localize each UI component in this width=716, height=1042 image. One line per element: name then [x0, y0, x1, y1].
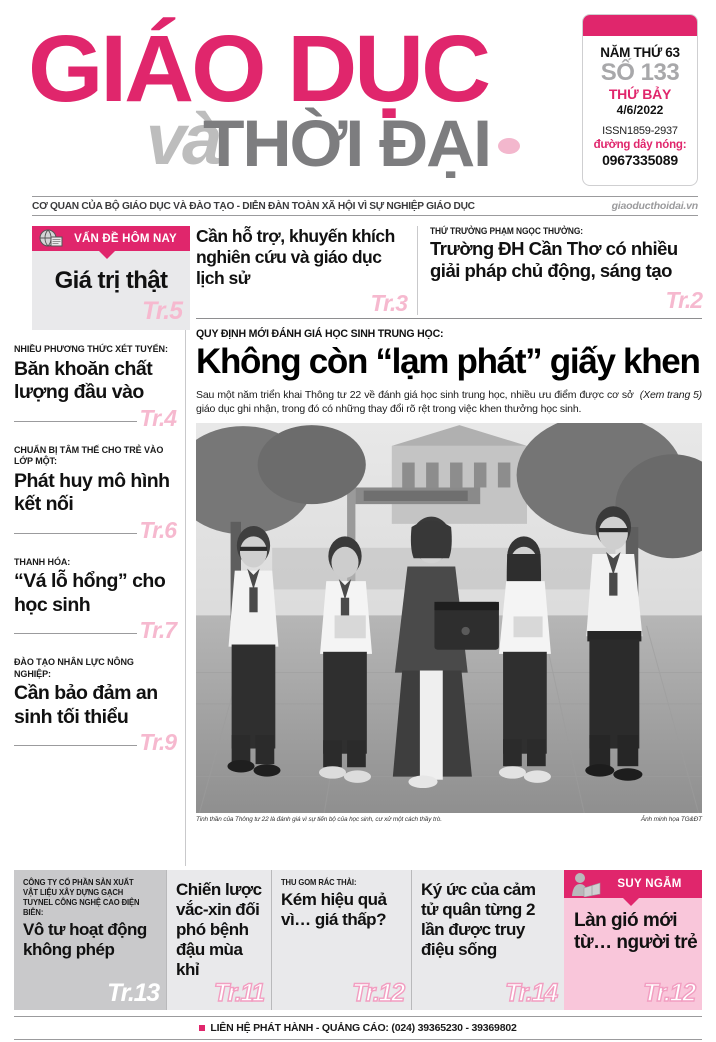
top-headline-kicker-1: THỨ TRƯỞNG PHẠM NGỌC THƯỞNG:	[430, 226, 583, 236]
lead-kicker: QUY ĐỊNH MỚI ĐÁNH GIÁ HỌC SINH TRUNG HỌC:	[196, 328, 444, 340]
globe-icon	[35, 228, 65, 250]
newspaper-logo	[28, 16, 548, 187]
sidebar-page-3: Tr.9	[139, 729, 176, 755]
photo-caption: Tinh thần của Thông tư 22 là đánh giá vì sự tiến bộ của học sinh, cư xử một cách thầy trò.	[196, 816, 442, 823]
bottom-title-2[interactable]: Kém hiệu quả vì… giá thấp?	[281, 890, 387, 929]
lead-photo-graphic	[196, 423, 702, 813]
sidebar-foot-3	[14, 730, 176, 755]
issue-date: 4/6/2022	[616, 103, 664, 117]
sidebar-divider-1	[14, 533, 137, 534]
bottom-item-2[interactable]	[271, 870, 411, 1010]
sidebar-page-2: Tr.7	[139, 617, 176, 643]
bottom-item-3[interactable]	[411, 870, 564, 1010]
bottom-title-0[interactable]: Vô tư hoạt động không phép	[23, 920, 147, 959]
bottom-strip	[14, 870, 702, 1010]
lead-deck	[196, 388, 702, 416]
bottom-item-1[interactable]	[166, 870, 271, 1010]
masthead	[0, 0, 716, 212]
top-headline-0[interactable]	[196, 226, 417, 315]
bottom-item-0[interactable]	[14, 870, 166, 1010]
sidebar-page-1: Tr.6	[139, 516, 176, 543]
footer-bar	[14, 1016, 702, 1040]
logo-sub-text: THỜI ĐẠI	[203, 106, 490, 180]
tagline-text: CƠ QUAN CỦA BỘ GIÁO DỤC VÀ ĐÀO TẠO - DIỄN ĐÀN TOÀN XÃ HỘI VÌ SỰ NGHIỆP GIÁO DỤC	[32, 200, 475, 212]
suy-ngam-page: Tr.12	[643, 979, 695, 1007]
sidebar-kicker-3: ĐÀO TẠO NHÂN LỰC NÔNG NGHIỆP:	[14, 657, 134, 680]
sidebar-title-0[interactable]: Băn khoăn chất lượng đầu vào	[14, 357, 153, 403]
hotline-label: đường dây nóng:	[593, 139, 687, 151]
top-headline-page-0: Tr.3	[370, 290, 407, 316]
sidebar-divider-2	[14, 633, 137, 634]
sidebar-title-2[interactable]: “Vá lỗ hổng” cho học sinh	[14, 570, 166, 616]
top-headline-1[interactable]	[417, 226, 702, 315]
hotline-number: 0967335089	[602, 152, 678, 168]
issue-weekday: THỨ BẢY	[608, 86, 672, 102]
lead-headline[interactable]: Không còn “lạm phát” giấy khen	[196, 342, 700, 381]
today-issue-box[interactable]	[32, 226, 190, 330]
sidebar-divider-3	[14, 745, 137, 746]
tagline-row	[32, 196, 698, 216]
today-issue-badge-label: VẤN ĐỀ HÔM NAY	[74, 232, 177, 245]
photo-caption-row	[196, 816, 702, 824]
left-sidebar	[14, 226, 186, 866]
sidebar-foot-2	[14, 618, 176, 643]
lead-deck-text: Sau một năm triển khai Thông tư 22 về đánh giá học sinh trung học, nhiều ưu điểm được cơ sở giáo dục ghi nhận, trong đó có những thay đổi rõ rệt trong việc khen thưởng học sinh.	[196, 389, 634, 415]
bottom-kicker-2: THU GOM RÁC THẢI:	[281, 878, 357, 887]
bottom-page-2: Tr.12	[352, 979, 404, 1007]
lead-see-page[interactable]: (Xem trang 5)	[639, 389, 702, 401]
sidebar-foot-0	[14, 406, 176, 431]
top-headline-title-0[interactable]: Cần hỗ trợ, khuyến khích nghiên cứu và giáo dục lịch sử	[196, 226, 395, 288]
sidebar-title-1[interactable]: Phát huy mô hình kết nối	[14, 469, 170, 515]
bottom-title-1[interactable]: Chiến lược vắc-xin đối phó bệnh đậu mùa khỉ	[176, 880, 262, 979]
bottom-page-0: Tr.13	[107, 979, 159, 1007]
reader-icon	[567, 871, 603, 897]
footer-bullet-icon	[199, 1025, 205, 1031]
today-issue-page: Tr.5	[141, 297, 182, 325]
sidebar-page-0: Tr.4	[139, 404, 176, 431]
sidebar-item-1[interactable]	[14, 431, 176, 543]
sidebar-kicker-1: CHUẨN BỊ TÂM THẾ CHO TRẺ VÀO LỚP MỘT:	[14, 444, 164, 467]
sidebar-item-3[interactable]	[14, 643, 176, 755]
today-issue-title[interactable]: Giá trị thật	[54, 267, 168, 294]
top-headline-row	[196, 226, 702, 319]
issue-year: NĂM THỨ 63	[600, 45, 680, 60]
bottom-title-3[interactable]: Ký ức của cảm tử quân từng 2 lần được truy điệu sống	[421, 880, 536, 959]
suy-ngam-title[interactable]: Làn gió mới từ… người trẻ	[574, 910, 698, 953]
sidebar-item-2[interactable]	[14, 543, 176, 644]
logo-accent-dot	[498, 138, 520, 154]
photo-credit: Ảnh minh họa TG&ĐT	[640, 816, 702, 823]
issue-number: SỐ 133	[600, 59, 680, 86]
bottom-kicker-0: CÔNG TY CỔ PHẦN SẢN XUẤT VẬT LIỆU XÂY DỰNG GẠCH TUYNEL CÔNG NGHỆ CAO ĐIỆN BIÊN:	[23, 878, 140, 917]
lead-photo	[196, 423, 702, 813]
body-area	[0, 226, 716, 866]
suy-ngam-box[interactable]	[564, 870, 702, 1010]
bottom-page-1: Tr.11	[213, 979, 264, 1007]
issue-issn: ISSN1859-2937	[602, 125, 678, 137]
suy-ngam-badge-label: SUY NGẪM	[617, 878, 682, 890]
website-link[interactable]: giaoducthoidai.vn	[611, 200, 698, 212]
top-headline-page-1: Tr.2	[665, 287, 702, 313]
sidebar-divider-0	[14, 421, 137, 422]
today-issue-badge	[32, 226, 190, 251]
footer-contact-text: LIÊN HỆ PHÁT HÀNH - QUẢNG CÁO: (024) 39365230 - 39369802	[210, 1022, 517, 1034]
sidebar-item-0[interactable]	[14, 330, 176, 431]
sidebar-kicker-0: NHIỀU PHƯƠNG THỨC XÉT TUYỂN:	[14, 344, 168, 355]
main-column	[196, 226, 702, 866]
sidebar-title-3[interactable]: Cần bảo đảm an sinh tối thiểu	[14, 682, 158, 728]
logo-va-text: và	[146, 100, 219, 180]
sidebar-foot-1	[14, 518, 176, 543]
logo-main-text: GIÁO DỤC	[28, 16, 489, 122]
issue-box-cap	[582, 14, 698, 36]
issue-info-box	[582, 14, 698, 186]
suy-ngam-badge	[564, 870, 702, 898]
sidebar-kicker-2: THANH HÓA:	[14, 556, 71, 568]
bottom-page-3: Tr.14	[505, 979, 557, 1007]
top-headline-title-1[interactable]: Trường ĐH Cần Thơ có nhiều giải pháp chủ động, sáng tạo	[430, 238, 678, 281]
